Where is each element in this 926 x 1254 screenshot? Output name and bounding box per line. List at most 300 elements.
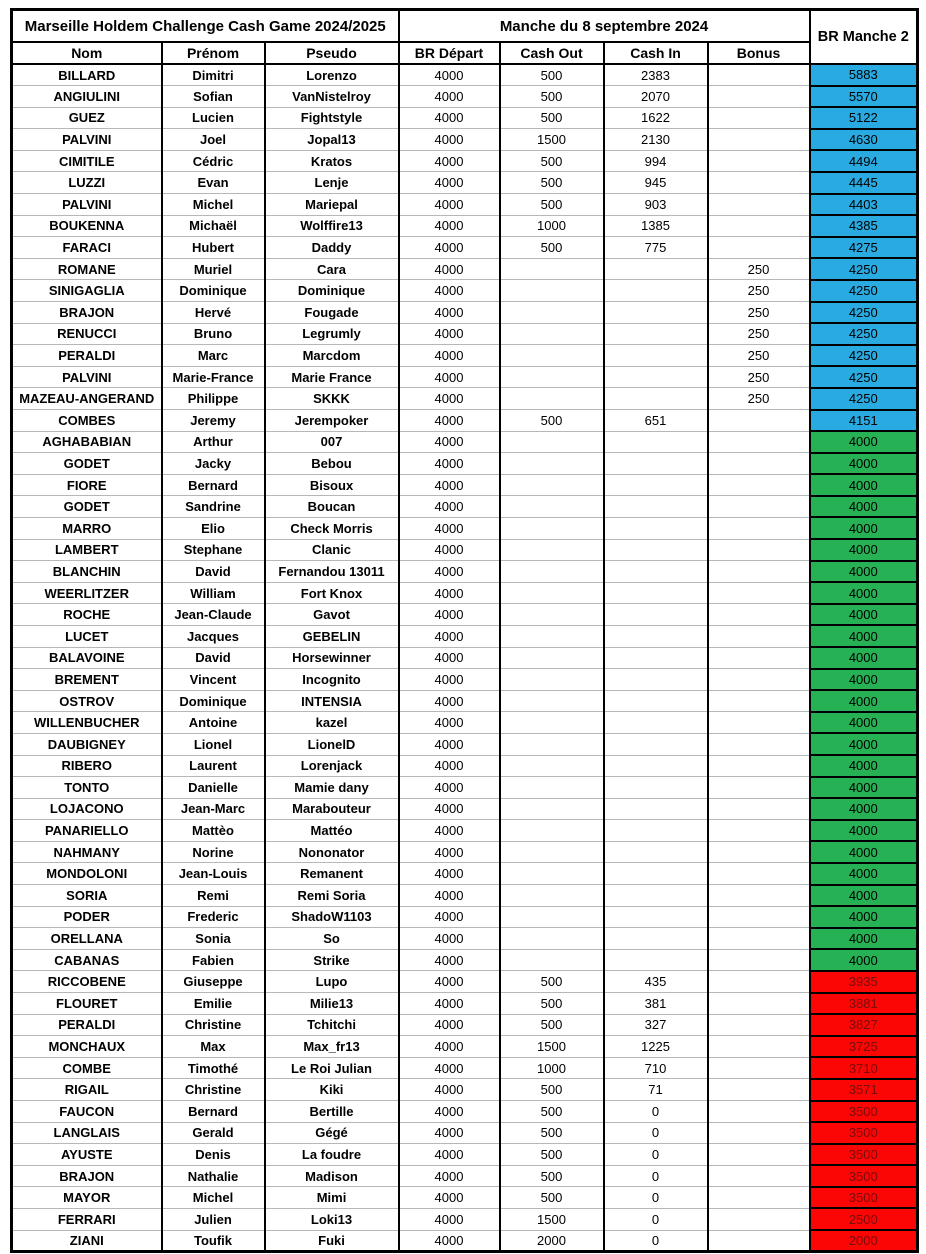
table-row <box>12 258 918 280</box>
cell-cash-out <box>500 841 604 863</box>
cell-pseudo: Bertille <box>265 1101 399 1123</box>
cell-br-depart: 4000 <box>399 1144 500 1166</box>
cell-nom: RENUCCI <box>12 323 162 345</box>
cell-nom: BREMENT <box>12 669 162 691</box>
cell-br-manche2: 4000 <box>810 604 918 626</box>
cell-br-manche2: 4000 <box>810 669 918 691</box>
cell-pseudo: Lorenzo <box>265 64 399 86</box>
cell-bonus <box>708 755 810 777</box>
cell-bonus <box>708 1101 810 1123</box>
cell-cash-out <box>500 539 604 561</box>
cell-nom: BOUKENNA <box>12 215 162 237</box>
cell-br-manche2: 4250 <box>810 258 918 280</box>
cell-cash-in: 0 <box>604 1101 708 1123</box>
cell-pseudo: Check Morris <box>265 517 399 539</box>
cell-prenom: Jacky <box>162 453 265 475</box>
cell-nom: FAUCON <box>12 1101 162 1123</box>
cell-cash-out <box>500 669 604 691</box>
cell-cash-in: 775 <box>604 237 708 259</box>
cell-cash-in <box>604 366 708 388</box>
cell-bonus <box>708 841 810 863</box>
cell-cash-in <box>604 388 708 410</box>
cell-br-depart: 4000 <box>399 841 500 863</box>
cell-nom: BRAJON <box>12 1165 162 1187</box>
cell-br-depart: 4000 <box>399 1122 500 1144</box>
cell-br-depart: 4000 <box>399 388 500 410</box>
cell-bonus <box>708 1079 810 1101</box>
column-header-nom: Nom <box>12 42 162 64</box>
table-row <box>12 1036 918 1058</box>
cell-br-manche2: 5883 <box>810 64 918 86</box>
cell-nom: FIORE <box>12 474 162 496</box>
cell-br-manche2: 4000 <box>810 928 918 950</box>
cell-br-manche2: 4000 <box>810 539 918 561</box>
cell-pseudo: VanNistelroy <box>265 86 399 108</box>
cell-nom: WILLENBUCHER <box>12 712 162 734</box>
cell-pseudo: Marabouteur <box>265 798 399 820</box>
cell-pseudo: Lupo <box>265 971 399 993</box>
cell-cash-in <box>604 733 708 755</box>
cell-br-manche2: 4250 <box>810 366 918 388</box>
cell-pseudo: Jopal13 <box>265 129 399 151</box>
cell-bonus <box>708 690 810 712</box>
cell-br-depart: 4000 <box>399 798 500 820</box>
cell-bonus <box>708 561 810 583</box>
cell-cash-out: 500 <box>500 1101 604 1123</box>
table-row <box>12 388 918 410</box>
cell-cash-out: 500 <box>500 1165 604 1187</box>
cell-cash-in <box>604 561 708 583</box>
cell-pseudo: Fernandou 13011 <box>265 561 399 583</box>
cell-nom: FARACI <box>12 237 162 259</box>
cell-nom: MONDOLONI <box>12 863 162 885</box>
cell-cash-out: 500 <box>500 172 604 194</box>
cell-cash-in <box>604 841 708 863</box>
cell-bonus <box>708 798 810 820</box>
cell-pseudo: INTENSIA <box>265 690 399 712</box>
cell-pseudo: Marie France <box>265 366 399 388</box>
cell-nom: FLOURET <box>12 993 162 1015</box>
cell-br-depart: 4000 <box>399 885 500 907</box>
cell-prenom: Emilie <box>162 993 265 1015</box>
cell-bonus <box>708 669 810 691</box>
cell-prenom: Giuseppe <box>162 971 265 993</box>
cell-cash-out <box>500 388 604 410</box>
cell-pseudo: Fuki <box>265 1230 399 1252</box>
cell-pseudo: Remanent <box>265 863 399 885</box>
cell-br-manche2: 4000 <box>810 712 918 734</box>
cell-cash-in <box>604 647 708 669</box>
cell-cash-out <box>500 302 604 324</box>
cell-cash-in: 945 <box>604 172 708 194</box>
cell-cash-out <box>500 496 604 518</box>
table-row <box>12 1144 918 1166</box>
cell-pseudo: Dominique <box>265 280 399 302</box>
cell-nom: PERALDI <box>12 1014 162 1036</box>
cell-br-manche2: 3500 <box>810 1122 918 1144</box>
cell-br-depart: 4000 <box>399 366 500 388</box>
cell-pseudo: Kiki <box>265 1079 399 1101</box>
table-row <box>12 345 918 367</box>
cell-prenom: Vincent <box>162 669 265 691</box>
cell-br-manche2: 4000 <box>810 733 918 755</box>
cell-nom: GUEZ <box>12 107 162 129</box>
table-body <box>12 64 918 1252</box>
cell-cash-in: 0 <box>604 1144 708 1166</box>
cell-cash-out <box>500 431 604 453</box>
cell-br-depart: 4000 <box>399 496 500 518</box>
cell-cash-out: 500 <box>500 150 604 172</box>
cell-cash-in <box>604 777 708 799</box>
cell-pseudo: Marcdom <box>265 345 399 367</box>
cell-br-manche2: 3935 <box>810 971 918 993</box>
cell-bonus: 250 <box>708 345 810 367</box>
cell-cash-out <box>500 755 604 777</box>
cell-br-depart: 4000 <box>399 906 500 928</box>
table-row <box>12 1079 918 1101</box>
cell-nom: RICCOBENE <box>12 971 162 993</box>
cell-prenom: Marie-France <box>162 366 265 388</box>
table-row <box>12 1122 918 1144</box>
cell-nom: LAMBERT <box>12 539 162 561</box>
cell-br-depart: 4000 <box>399 453 500 475</box>
table-row <box>12 604 918 626</box>
cell-br-manche2: 4000 <box>810 561 918 583</box>
cell-cash-out: 500 <box>500 64 604 86</box>
group-header-row <box>12 10 918 43</box>
cell-br-depart: 4000 <box>399 129 500 151</box>
cell-pseudo: Lenje <box>265 172 399 194</box>
cell-bonus <box>708 993 810 1015</box>
table-header <box>12 10 918 65</box>
cell-bonus <box>708 1122 810 1144</box>
cell-pseudo: Nononator <box>265 841 399 863</box>
cell-cash-in: 1622 <box>604 107 708 129</box>
table-row <box>12 928 918 950</box>
cell-cash-out <box>500 604 604 626</box>
cell-prenom: Michel <box>162 194 265 216</box>
cell-cash-out <box>500 453 604 475</box>
cell-prenom: Stephane <box>162 539 265 561</box>
cell-nom: ZIANI <box>12 1230 162 1252</box>
cell-prenom: David <box>162 561 265 583</box>
cell-pseudo: Wolffire13 <box>265 215 399 237</box>
cell-br-manche2: 4250 <box>810 388 918 410</box>
cell-cash-out: 1500 <box>500 1036 604 1058</box>
cell-br-manche2: 3881 <box>810 993 918 1015</box>
cell-cash-in: 2070 <box>604 86 708 108</box>
cell-prenom: Joel <box>162 129 265 151</box>
column-header-br-depart: BR Départ <box>399 42 500 64</box>
cell-cash-in <box>604 539 708 561</box>
cell-pseudo: Loki13 <box>265 1208 399 1230</box>
cell-br-depart: 4000 <box>399 604 500 626</box>
cell-bonus <box>708 431 810 453</box>
cell-prenom: Denis <box>162 1144 265 1166</box>
cell-br-depart: 4000 <box>399 1101 500 1123</box>
cell-cash-out: 1000 <box>500 215 604 237</box>
cell-bonus <box>708 647 810 669</box>
cell-cash-in <box>604 258 708 280</box>
session-title: Manche du 8 septembre 2024 <box>399 10 810 43</box>
table-row <box>12 280 918 302</box>
cell-bonus <box>708 150 810 172</box>
cell-prenom: Jean-Marc <box>162 798 265 820</box>
cell-cash-in <box>604 517 708 539</box>
table-row <box>12 993 918 1015</box>
table-row <box>12 474 918 496</box>
cell-pseudo: Legrumly <box>265 323 399 345</box>
cell-nom: CABANAS <box>12 949 162 971</box>
cell-prenom: Norine <box>162 841 265 863</box>
cell-pseudo: Lorenjack <box>265 755 399 777</box>
cell-br-manche2: 4000 <box>810 755 918 777</box>
cell-pseudo: Max_fr13 <box>265 1036 399 1058</box>
cell-prenom: Danielle <box>162 777 265 799</box>
cell-prenom: Bruno <box>162 323 265 345</box>
challenge-title: Marseille Holdem Challenge Cash Game 2024/2025 <box>12 10 399 43</box>
cell-bonus <box>708 885 810 907</box>
cell-bonus <box>708 453 810 475</box>
cell-br-manche2: 4000 <box>810 582 918 604</box>
cell-br-depart: 4000 <box>399 1165 500 1187</box>
cell-br-depart: 4000 <box>399 712 500 734</box>
cell-br-manche2: 4000 <box>810 647 918 669</box>
cell-br-depart: 4000 <box>399 150 500 172</box>
cell-br-manche2: 4000 <box>810 841 918 863</box>
cell-prenom: Dominique <box>162 690 265 712</box>
cell-br-depart: 4000 <box>399 517 500 539</box>
cell-br-depart: 4000 <box>399 1079 500 1101</box>
cell-cash-in: 2130 <box>604 129 708 151</box>
cell-br-depart: 4000 <box>399 86 500 108</box>
cell-prenom: Gerald <box>162 1122 265 1144</box>
cell-nom: LOJACONO <box>12 798 162 820</box>
cell-prenom: Hervé <box>162 302 265 324</box>
cell-pseudo: ShadoW1103 <box>265 906 399 928</box>
cell-bonus: 250 <box>708 302 810 324</box>
cell-cash-in: 1225 <box>604 1036 708 1058</box>
cell-nom: PANARIELLO <box>12 820 162 842</box>
cell-cash-in <box>604 820 708 842</box>
cell-bonus <box>708 777 810 799</box>
cell-pseudo: Milie13 <box>265 993 399 1015</box>
cell-nom: PALVINI <box>12 129 162 151</box>
cell-br-manche2: 5570 <box>810 86 918 108</box>
cell-br-depart: 4000 <box>399 1230 500 1252</box>
cell-br-manche2: 3725 <box>810 1036 918 1058</box>
cell-cash-out <box>500 820 604 842</box>
cell-cash-out <box>500 885 604 907</box>
cell-br-depart: 4000 <box>399 777 500 799</box>
cell-cash-out <box>500 906 604 928</box>
cell-br-depart: 4000 <box>399 1036 500 1058</box>
table-row <box>12 798 918 820</box>
table-row <box>12 1057 918 1079</box>
cell-br-manche2: 4000 <box>810 798 918 820</box>
cell-pseudo: Mariepal <box>265 194 399 216</box>
cell-cash-out <box>500 345 604 367</box>
cell-br-depart: 4000 <box>399 431 500 453</box>
cell-br-depart: 4000 <box>399 280 500 302</box>
cell-pseudo: Fougade <box>265 302 399 324</box>
cell-br-manche2: 3710 <box>810 1057 918 1079</box>
cell-cash-in <box>604 625 708 647</box>
cell-cash-in <box>604 474 708 496</box>
cell-cash-out <box>500 928 604 950</box>
cell-pseudo: Cara <box>265 258 399 280</box>
table-row <box>12 539 918 561</box>
cell-prenom: Dominique <box>162 280 265 302</box>
cell-br-manche2: 3500 <box>810 1101 918 1123</box>
table-row <box>12 64 918 86</box>
cell-br-manche2: 4445 <box>810 172 918 194</box>
cell-cash-out: 500 <box>500 993 604 1015</box>
cell-br-manche2: 4000 <box>810 453 918 475</box>
cell-br-manche2: 4250 <box>810 323 918 345</box>
cell-br-depart: 4000 <box>399 323 500 345</box>
cell-cash-in: 0 <box>604 1165 708 1187</box>
cell-bonus <box>708 237 810 259</box>
cell-prenom: Antoine <box>162 712 265 734</box>
cell-bonus <box>708 712 810 734</box>
cell-prenom: Toufik <box>162 1230 265 1252</box>
cell-br-manche2: 3571 <box>810 1079 918 1101</box>
cell-cash-in <box>604 712 708 734</box>
cell-bonus <box>708 1208 810 1230</box>
table-row <box>12 949 918 971</box>
column-header-pseudo: Pseudo <box>265 42 399 64</box>
cell-br-depart: 4000 <box>399 539 500 561</box>
cell-pseudo: Daddy <box>265 237 399 259</box>
cell-cash-in: 0 <box>604 1208 708 1230</box>
cell-br-manche2: 4000 <box>810 863 918 885</box>
cell-bonus <box>708 733 810 755</box>
cell-prenom: Bernard <box>162 1101 265 1123</box>
cell-cash-out <box>500 625 604 647</box>
cell-br-manche2: 4000 <box>810 474 918 496</box>
cell-nom: FERRARI <box>12 1208 162 1230</box>
table-row <box>12 107 918 129</box>
cell-br-depart: 4000 <box>399 582 500 604</box>
cell-pseudo: Remi Soria <box>265 885 399 907</box>
table-row <box>12 1187 918 1209</box>
cell-prenom: David <box>162 647 265 669</box>
table-row <box>12 690 918 712</box>
cell-pseudo: LionelD <box>265 733 399 755</box>
cell-br-depart: 4000 <box>399 993 500 1015</box>
cell-cash-out <box>500 561 604 583</box>
column-header-prenom: Prénom <box>162 42 265 64</box>
cell-nom: GODET <box>12 453 162 475</box>
cell-prenom: Remi <box>162 885 265 907</box>
cell-cash-in <box>604 755 708 777</box>
cell-prenom: Timothé <box>162 1057 265 1079</box>
cell-br-manche2: 4630 <box>810 129 918 151</box>
table-row <box>12 971 918 993</box>
cell-pseudo: Le Roi Julian <box>265 1057 399 1079</box>
cell-br-manche2: 3500 <box>810 1165 918 1187</box>
cell-nom: AGHABABIAN <box>12 431 162 453</box>
cell-bonus <box>708 1036 810 1058</box>
cell-cash-in <box>604 323 708 345</box>
cell-cash-in: 651 <box>604 410 708 432</box>
cell-cash-out <box>500 517 604 539</box>
cell-pseudo: Clanic <box>265 539 399 561</box>
cell-cash-out <box>500 323 604 345</box>
cell-cash-in <box>604 280 708 302</box>
cell-prenom: Sofian <box>162 86 265 108</box>
cell-br-depart: 4000 <box>399 172 500 194</box>
table-row <box>12 1230 918 1252</box>
cell-pseudo: kazel <box>265 712 399 734</box>
cell-bonus <box>708 625 810 647</box>
table-row <box>12 302 918 324</box>
cell-nom: BRAJON <box>12 302 162 324</box>
cell-bonus: 250 <box>708 388 810 410</box>
table-row <box>12 366 918 388</box>
cell-br-manche2: 4151 <box>810 410 918 432</box>
table-row <box>12 755 918 777</box>
cell-pseudo: Gavot <box>265 604 399 626</box>
table-row <box>12 647 918 669</box>
cell-pseudo: 007 <box>265 431 399 453</box>
cell-nom: PERALDI <box>12 345 162 367</box>
cell-bonus <box>708 971 810 993</box>
cell-br-depart: 4000 <box>399 669 500 691</box>
cell-pseudo: Kratos <box>265 150 399 172</box>
table-row <box>12 561 918 583</box>
cell-nom: OSTROV <box>12 690 162 712</box>
cell-cash-out <box>500 647 604 669</box>
cell-pseudo: Tchitchi <box>265 1014 399 1036</box>
cell-bonus: 250 <box>708 323 810 345</box>
table-row <box>12 237 918 259</box>
cell-cash-in <box>604 949 708 971</box>
cell-nom: CIMITILE <box>12 150 162 172</box>
cell-br-depart: 4000 <box>399 194 500 216</box>
cell-cash-out <box>500 712 604 734</box>
cell-prenom: Julien <box>162 1208 265 1230</box>
cell-bonus <box>708 86 810 108</box>
cell-br-manche2: 5122 <box>810 107 918 129</box>
cell-prenom: Sonia <box>162 928 265 950</box>
cell-nom: RIGAIL <box>12 1079 162 1101</box>
cell-prenom: Dimitri <box>162 64 265 86</box>
cell-br-depart: 4000 <box>399 302 500 324</box>
cell-cash-in <box>604 928 708 950</box>
cell-br-manche2: 4385 <box>810 215 918 237</box>
table-row <box>12 777 918 799</box>
cell-br-manche2: 4000 <box>810 949 918 971</box>
cell-br-depart: 4000 <box>399 863 500 885</box>
cell-br-depart: 4000 <box>399 1187 500 1209</box>
cell-prenom: Michaël <box>162 215 265 237</box>
table-row <box>12 1208 918 1230</box>
cell-cash-out: 500 <box>500 194 604 216</box>
cell-bonus: 250 <box>708 366 810 388</box>
cell-nom: MAZEAU-ANGERAND <box>12 388 162 410</box>
table-row <box>12 517 918 539</box>
cell-cash-in <box>604 669 708 691</box>
cell-br-manche2: 4000 <box>810 820 918 842</box>
cell-cash-out <box>500 366 604 388</box>
br-manche2-header: BR Manche 2 <box>810 10 918 65</box>
cell-cash-in: 0 <box>604 1230 708 1252</box>
cell-nom: ROMANE <box>12 258 162 280</box>
cell-br-depart: 4000 <box>399 1208 500 1230</box>
cell-cash-in <box>604 906 708 928</box>
